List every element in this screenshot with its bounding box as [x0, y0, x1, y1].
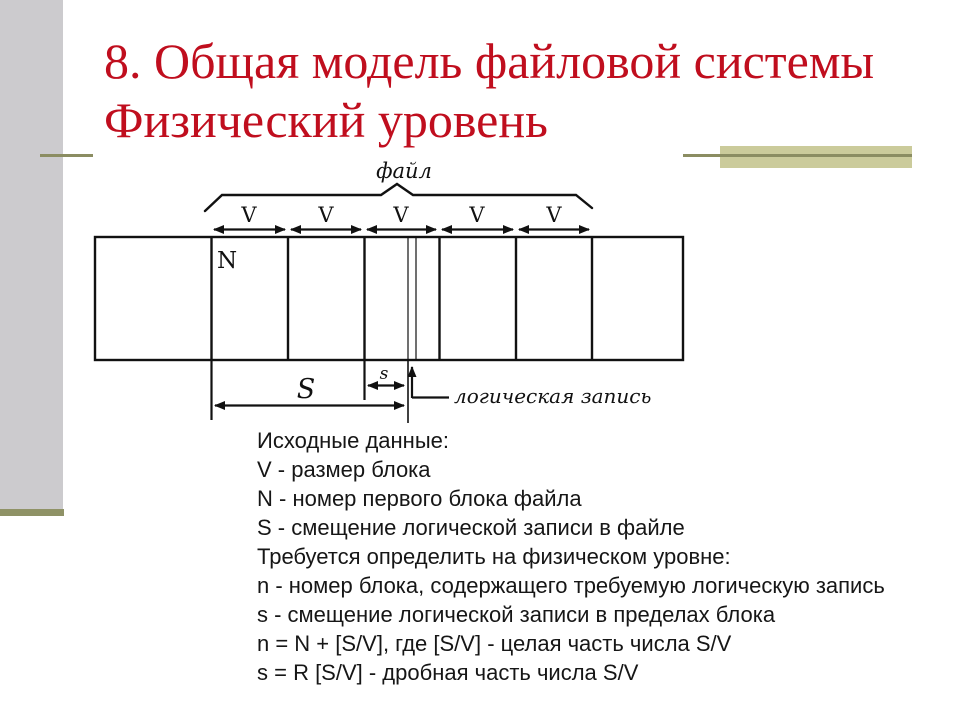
body-line: S - смещение логической записи в файле — [257, 515, 685, 540]
logical-record-label: логическая запись — [454, 384, 652, 408]
slide-title-line1: 8. Общая модель файловой системы — [104, 33, 875, 89]
v-label: V — [393, 203, 409, 227]
body-line: Исходные данные: — [257, 428, 449, 453]
v-label: V — [318, 203, 334, 227]
slide-title-line2: Физический уровень — [104, 92, 548, 148]
body-line: s - смещение логической записи в пределах блока — [257, 602, 776, 627]
body-text — [257, 426, 957, 687]
block-offset-label: s — [379, 364, 389, 384]
v-label: V — [469, 203, 485, 227]
body-line: n - номер блока, содержащего требуемую логическую запись — [257, 573, 885, 598]
file-offset-label: S — [296, 374, 316, 405]
v-label: V — [546, 203, 562, 227]
body-line: s = R [S/V] - дробная часть числа S/V — [257, 660, 639, 685]
first-block-label: N — [217, 248, 238, 274]
v-label: V — [241, 203, 257, 227]
block-size-labels — [240, 203, 562, 227]
body-line: n = N + [S/V], где [S/V] - целая часть числа S/V — [257, 631, 732, 656]
body-line: Требуется определить на физическом уровне: — [257, 544, 731, 569]
disk-band-rect — [95, 237, 683, 360]
body-line: N - номер первого блока файла — [257, 486, 582, 511]
body-line: V - размер блока — [257, 457, 431, 482]
file-brace-label: файл — [376, 159, 432, 183]
